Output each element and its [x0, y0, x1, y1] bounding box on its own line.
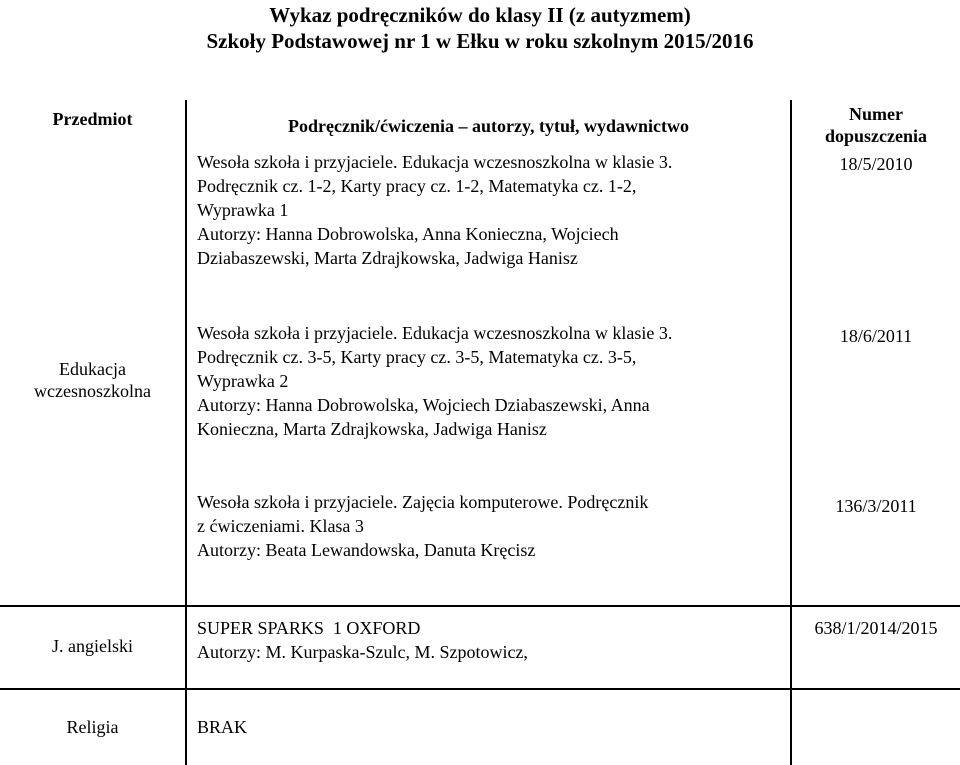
column-divider-1: [185, 100, 187, 765]
book-line: z ćwiczeniami. Klasa 3: [197, 516, 364, 536]
table-row-2-number: 18/6/2011: [839, 326, 913, 346]
book-line: Wyprawka 1: [197, 200, 289, 220]
table-row-3-number: 136/3/2011: [835, 496, 917, 516]
row-divider-2: [0, 688, 960, 690]
table-row-1-number: 18/5/2010: [839, 154, 913, 174]
book-line: Wyprawka 2: [197, 371, 289, 391]
title-line-2: Szkoły Podstawowej nr 1 w Ełku w roku szkolnym 2015/2016: [206, 29, 754, 53]
subject-line-2: wczesnoszkolna: [34, 381, 151, 401]
table-row-2-subject: [0, 358, 185, 402]
title-line-1: Wykaz podręczników do klasy II (z autyzmem): [269, 3, 691, 27]
table-row-5-book: BRAK: [197, 717, 248, 737]
table-row-5-subject: Religia: [66, 717, 119, 737]
column-divider-2: [790, 100, 792, 765]
book-line: Autorzy: Beata Lewandowska, Danuta Kręcisz: [197, 540, 536, 560]
subject-line-1: Edukacja: [59, 359, 126, 379]
header-number: [792, 103, 960, 147]
table-row-4-subject: J. angielski: [52, 636, 133, 656]
row-divider-1: [0, 605, 960, 607]
table-row-3-book: [197, 490, 787, 562]
book-line: Wesoła szkoła i przyjaciele. Edukacja wczesnoszkolna w klasie 3.: [197, 152, 673, 172]
table-row-1-book: [197, 150, 787, 270]
header-number-line-2: dopuszczenia: [824, 126, 927, 146]
header-book: Podręcznik/ćwiczenia – autorzy, tytuł, wydawnictwo: [288, 116, 689, 136]
book-line: Dziabaszewski, Marta Zdrajkowska, Jadwiga Hanisz: [197, 248, 578, 268]
book-line: Podręcznik cz. 1-2, Karty pracy cz. 1-2, Matematyka cz. 1-2,: [197, 176, 637, 196]
header-subject: Przedmiot: [52, 109, 133, 129]
header-number-line-1: Numer: [849, 104, 903, 124]
book-line: SUPER SPARKS 1 OXFORD: [197, 618, 421, 638]
table-row-2-book: [197, 321, 787, 441]
book-line: Autorzy: M. Kurpaska-Szulc, M. Szpotowicz,: [197, 642, 528, 662]
book-line: Autorzy: Hanna Dobrowolska, Wojciech Dziabaszewski, Anna: [197, 395, 650, 415]
book-line: Podręcznik cz. 3-5, Karty pracy cz. 3-5, Matematyka cz. 3-5,: [197, 347, 637, 367]
table-row-4-book: [197, 616, 787, 664]
table-row-4-number: 638/1/2014/2015: [814, 618, 938, 638]
book-line: Wesoła szkoła i przyjaciele. Zajęcia komputerowe. Podręcznik: [197, 492, 649, 512]
book-line: Konieczna, Marta Zdrajkowska, Jadwiga Hanisz: [197, 419, 547, 439]
book-line: Autorzy: Hanna Dobrowolska, Anna Konieczna, Wojciech: [197, 224, 619, 244]
book-line: Wesoła szkoła i przyjaciele. Edukacja wczesnoszkolna w klasie 3.: [197, 323, 673, 343]
